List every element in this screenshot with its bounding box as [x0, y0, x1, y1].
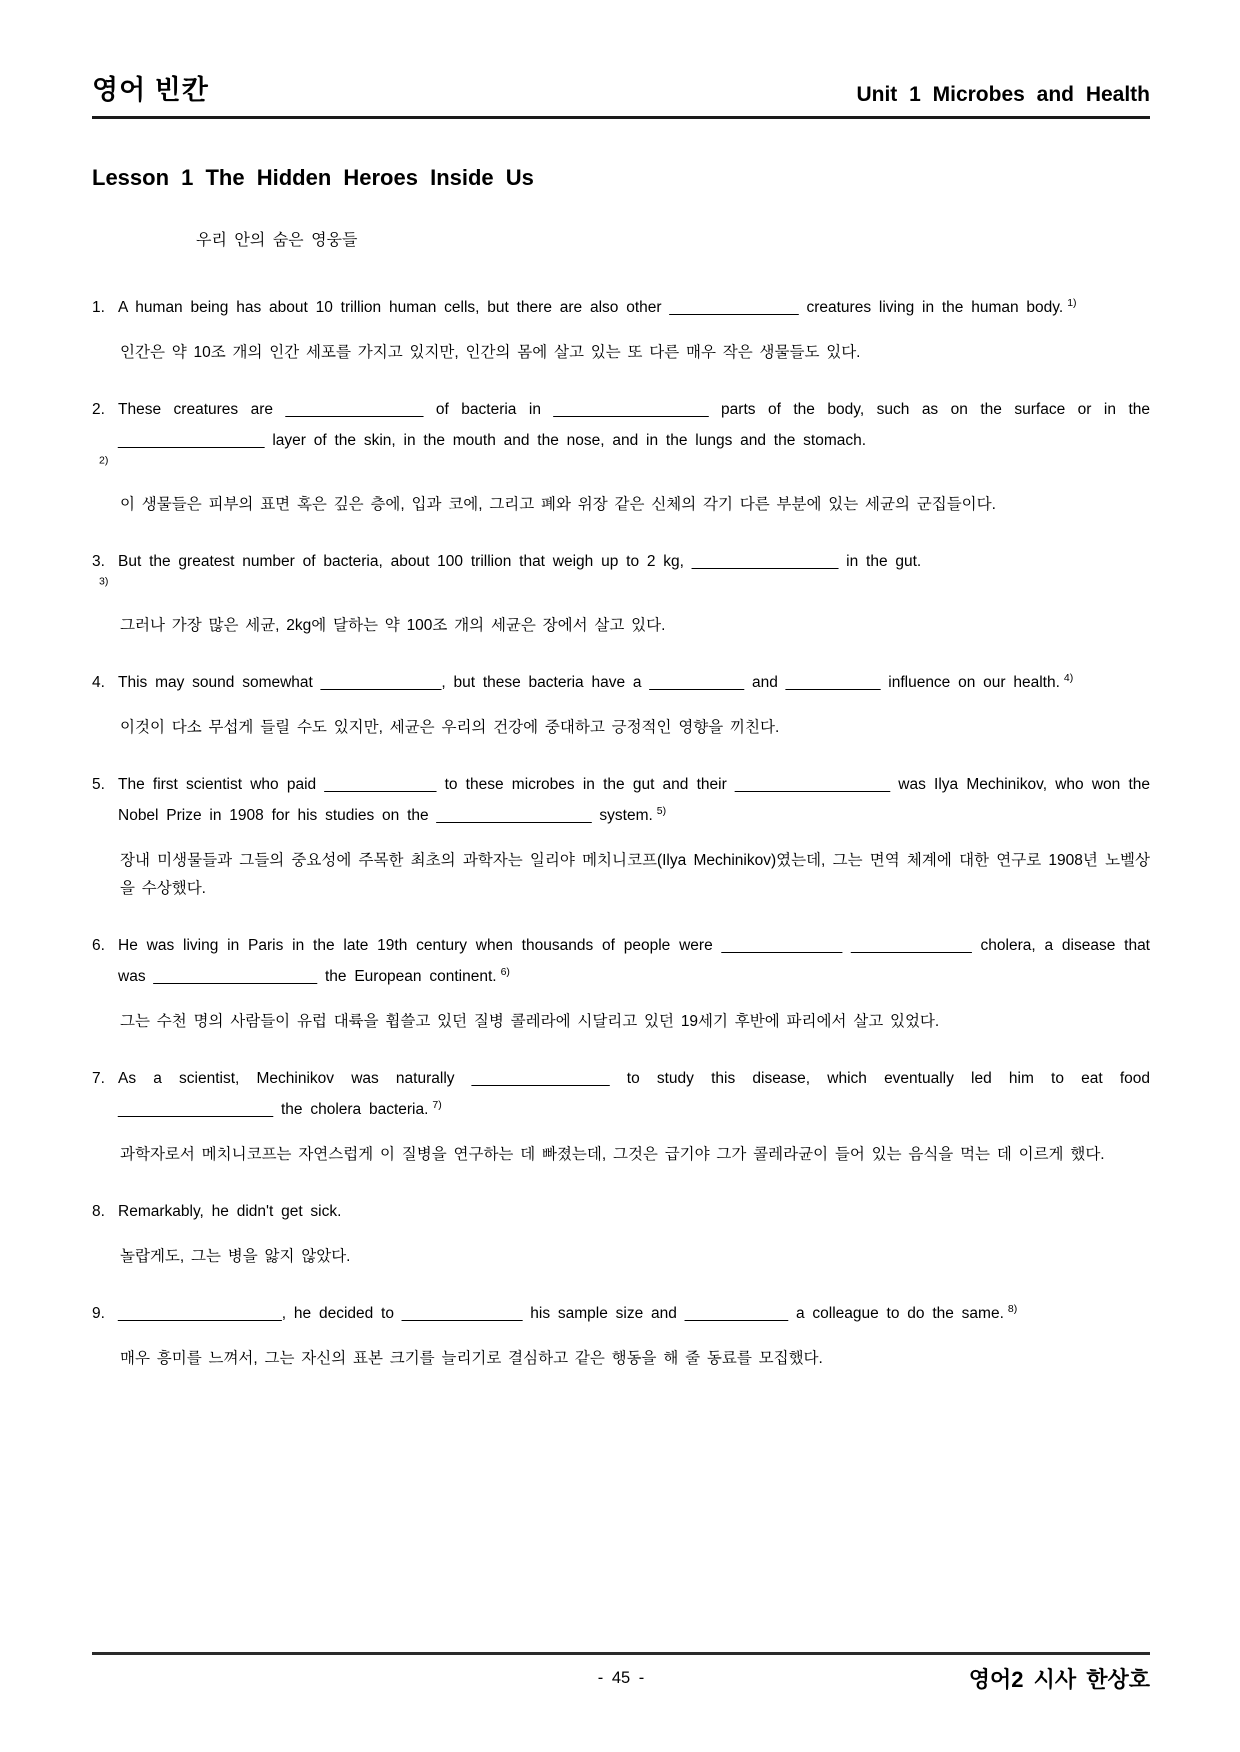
item-number: 2.	[92, 401, 105, 418]
sentence-text: He was living in Paris in the late 19th century when thousands of people were ______________ ______________ cholera, a disease that was ___________________ the European continent.	[118, 937, 1150, 985]
footer-row	[92, 1663, 1150, 1697]
item-number: 6.	[92, 937, 105, 954]
translation-ko: 이 생물들은 피부의 표면 혹은 깊은 층에, 입과 코에, 그리고 폐와 위장 같은 신체의 각기 다른 부분에 있는 세균의 군집들이다.	[120, 496, 996, 513]
footnote-marker: 5)	[656, 804, 667, 817]
footnote-line	[99, 454, 1150, 475]
item-number: 7.	[92, 1070, 105, 1087]
item-number: 4.	[92, 674, 105, 691]
sentence-text: As a scientist, Mechinikov was naturally ________________ to study this disease, which eventually led him to eat food __________________ the cholera bacteria.	[118, 1070, 1150, 1118]
header-unit-title: Unit 1 Microbes and Health	[856, 83, 1150, 106]
exercise-item-3	[92, 546, 1150, 640]
footnote-marker: 6)	[500, 965, 510, 978]
header-rule	[92, 116, 1150, 119]
sentence-text: ___________________, he decided to ______________ his sample size and ____________ a colleague to do the same.	[118, 1305, 1004, 1322]
publisher-credit: 영어2 시사 한상호	[968, 1667, 1150, 1692]
translation-ko: 놀랍게도, 그는 병을 앓지 않았다.	[120, 1248, 351, 1265]
sentence-en	[92, 667, 1150, 698]
sentence-text: These creatures are ________________ of bacteria in __________________ parts of the body, such as on the surface or in the _________________ layer of the skin, in the mouth and the nose, and in the lungs and the stomach.	[118, 401, 1150, 449]
exercise-item-5	[92, 769, 1150, 903]
item-number: 9.	[92, 1305, 105, 1322]
sentence-en	[92, 546, 1150, 577]
sentence-text: The first scientist who paid _____________ to these microbes in the gut and their __________________ was Ilya Mechinikov, who won the Nobel Prize in 1908 for his studies on the __________________ system.	[118, 776, 1150, 824]
page-header	[92, 68, 1150, 107]
translation-ko: 인간은 약 10조 개의 인간 세포를 가지고 있지만, 인간의 몸에 살고 있는 또 다른 매우 작은 생물들도 있다.	[120, 344, 861, 361]
item-number: 5.	[92, 776, 105, 793]
exercise-list	[92, 292, 1150, 1373]
page-footer	[92, 1652, 1150, 1697]
footer-rule	[92, 1652, 1150, 1655]
sentence-text: This may sound somewhat ______________, but these bacteria have a ___________ and ___________ influence on our health.	[118, 674, 1060, 691]
exercise-item-9	[92, 1298, 1150, 1373]
footnote-marker: 3)	[99, 575, 109, 588]
footnote-marker: 1)	[1067, 296, 1077, 309]
sentence-en	[92, 1298, 1150, 1329]
translation-ko: 이것이 다소 무섭게 들릴 수도 있지만, 세균은 우리의 건강에 중대하고 긍정적인 영향을 끼친다.	[120, 719, 780, 736]
sentence-text: But the greatest number of bacteria, about 100 trillion that weigh up to 2 kg, _________________ in the gut.	[118, 553, 922, 570]
exercise-item-8	[92, 1196, 1150, 1271]
lesson-title: Lesson 1 The Hidden Heroes Inside Us	[92, 165, 534, 190]
exercise-item-4	[92, 667, 1150, 742]
footnote-line	[99, 575, 1150, 596]
footnote-marker: 4)	[1063, 671, 1074, 684]
sentence-text: A human being has about 10 trillion human cells, but there are also other _______________ creatures living in the human body.	[118, 299, 1064, 316]
translation-ko: 그러나 가장 많은 세균, 2kg에 달하는 약 100조 개의 세균은 장에서 살고 있다.	[120, 617, 666, 634]
footnote-marker: 2)	[99, 454, 109, 467]
exercise-item-6	[92, 930, 1150, 1036]
lesson-subtitle: 우리 안의 숨은 영웅들	[196, 232, 358, 249]
sentence-en	[92, 394, 1150, 456]
translation-ko: 그는 수천 명의 사람들이 유럽 대륙을 휩쓸고 있던 질병 콜레라에 시달리고 있던 19세기 후반에 파리에서 살고 있었다.	[120, 1013, 940, 1030]
translation-ko: 과학자로서 메치니코프는 자연스럽게 이 질병을 연구하는 데 빠졌는데, 그것은 급기야 그가 콜레라균이 들어 있는 음식을 먹는 데 이르게 했다.	[120, 1146, 1105, 1163]
sentence-en	[92, 292, 1150, 323]
footnote-marker: 7)	[432, 1098, 442, 1111]
sentence-text: Remarkably, he didn't get sick.	[118, 1203, 342, 1220]
exercise-item-7	[92, 1063, 1150, 1169]
exercise-item-2	[92, 394, 1150, 519]
item-number: 3.	[92, 553, 105, 570]
sentence-en	[92, 1063, 1150, 1125]
footnote-marker: 8)	[1007, 1302, 1018, 1315]
sentence-en	[92, 1196, 1150, 1227]
exercise-item-1	[92, 292, 1150, 367]
item-number: 8.	[92, 1203, 105, 1220]
page-number: - 45 -	[597, 1669, 645, 1687]
header-doc-type: 영어 빈칸	[92, 75, 209, 105]
sentence-en	[92, 769, 1150, 831]
sentence-en	[92, 930, 1150, 992]
item-number: 1.	[92, 299, 105, 316]
translation-ko: 장내 미생물들과 그들의 중요성에 주목한 최초의 과학자는 일리야 메치니코프(Ilya Mechinikov)였는데, 그는 면역 체계에 대한 연구로 1908년 노벨상을 수상했다.	[120, 852, 1150, 897]
translation-ko: 매우 흥미를 느껴서, 그는 자신의 표본 크기를 늘리기로 결심하고 같은 행동을 해 줄 동료를 모집했다.	[120, 1350, 823, 1367]
